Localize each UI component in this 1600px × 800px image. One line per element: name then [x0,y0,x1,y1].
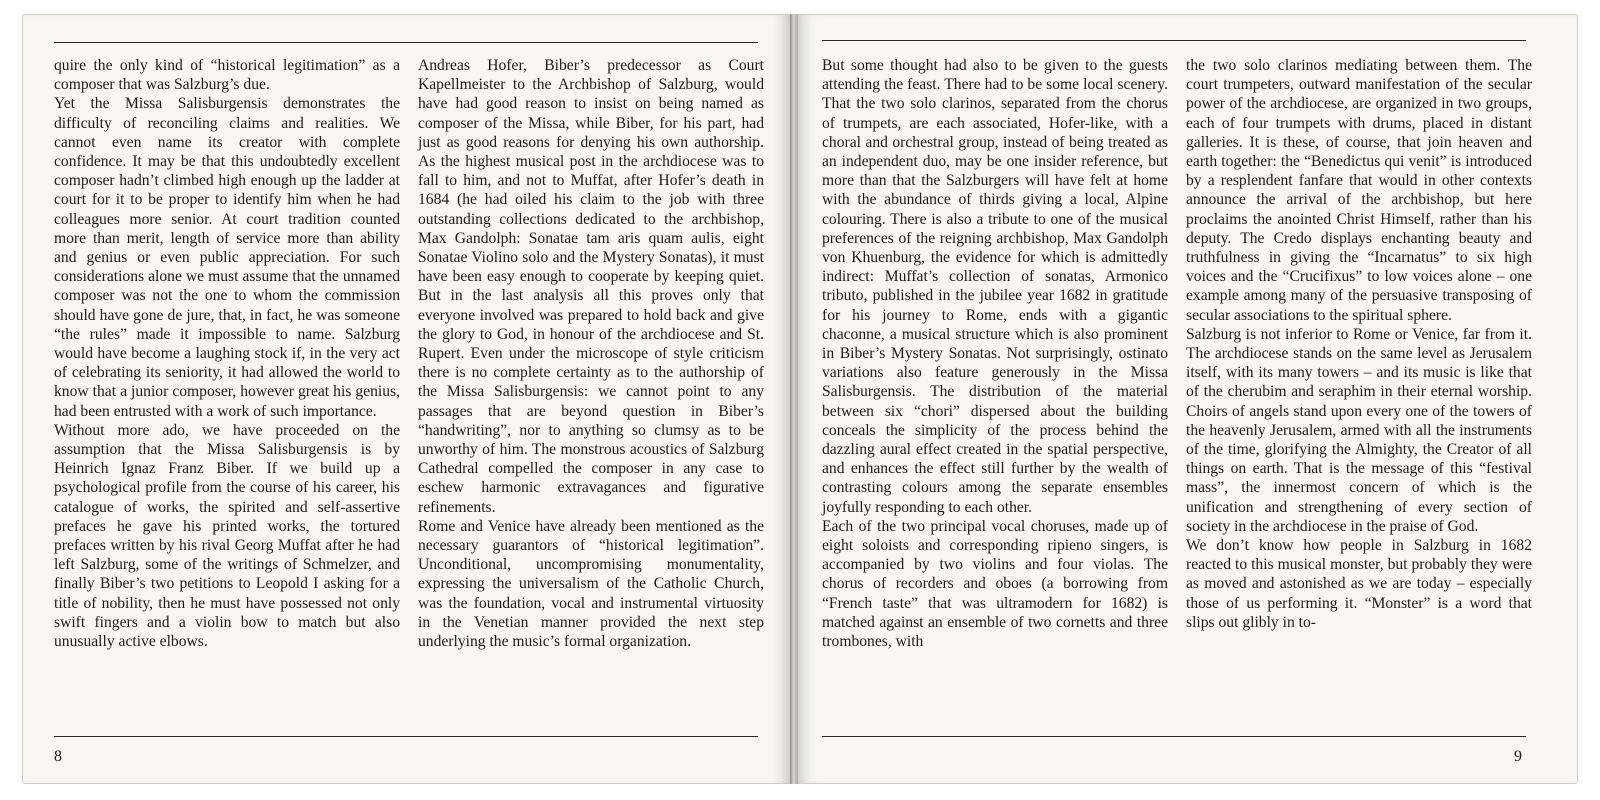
left-column-1 [54,56,400,651]
paragraph: Each of the two principal vocal choruses, made up of eight soloists and corresponding ripieno singers, is accompanied by two violins and four violas. The chorus of recorders and oboes (a borrowing from “French taste” that was ultramodern for 1682) is matched against an ensemble of two cornetts and three trombones, with [822,517,1168,651]
left-top-rule [54,42,758,43]
page-number-left: 8 [54,748,62,765]
paragraph: quire the only kind of “historical legitimation” as a composer that was Salzburg’s due. [54,57,400,94]
paragraph: the two solo clarinos mediating between them. The court trumpeters, outward manifestation of the secular power of the archdiocese, are organized in two groups, each of four trumpets with drums, placed in distant galleries. It is these, of course, that join heaven and earth together: the “Benedictus qui venit” is introduced by a resplendent fanfare that would in other contexts announce the arrival of the archbishop, but here proclaims the anointed Christ Himself, rather than his deputy. The Credo displays enchanting beauty and truthfulness in giving the “Incarnatus” to six high voices and the “Crucifixus” to low voices alone – one example among many of the persuasive transposing of secular associations to the spiritual sphere. [1186,57,1532,324]
right-top-rule [822,40,1526,41]
book-spine [790,14,798,784]
page-number-right: 9 [1514,748,1522,765]
paragraph: Salzburg is not inferior to Rome or Venice, far from it. The archdiocese stands on the same level as Jerusalem itself, with its many towers – and its music is like that of the cherubim and seraphim in their eternal worship. Choirs of angels stand upon every one of the towers of the heavenly Jerusalem, armed with all the instruments of the time, glorifying the Almighty, the Creator of all things on earth. That is the message of this “festival mass”, the innermost concern of which is the unification and strengthening of every section of society in the archdiocese in the praise of God. [1186,325,1532,535]
paragraph: But some thought had also to be given to the guests attending the feast. There had to be some local scenery. That the two solo clarinos, separated from the chorus of trumpets, are each associated, Hofer-like, with a choral and orchestral group, instead of being treated as an independent duo, may be one insider reference, but more than that the Salzburgers will have felt at home with the abundance of thirds giving a local, Alpine colouring. There is also a tribute to one of the musical preferences of the reigning archbishop, Max Gandolph von Khuenburg, the evidence for which is admittedly indirect: Muffat’s collection of sonatas, Armonico tributo, published in the jubilee year 1682 in gratitude for his journey to Rome, ends with a gigantic chaconne, a musical structure which is also prominent in Biber’s Mystery Sonatas. Not surprisingly, ostinato variations also feature generously in the Missa Salisburgensis. The distribution of the material between six “chori” dispersed about the building conceals the simplicity of the process behind the dazzling aural effect created in the spatial perspective, and enhances the effect still further by the wealth of contrasting colours among the separate ensembles joyfully responding to each other. [822,57,1168,516]
left-bottom-rule [54,736,758,737]
left-column-2 [418,56,764,651]
right-bottom-rule [822,736,1526,737]
paragraph: Yet the Missa Salisburgensis demonstrates the difficulty of reconciling claims and realities. We cannot even name its creator with complete confidence. It may be that this undoubtedly excellent composer hadn’t climbed high enough up the ladder at court for it to be proper to identify him when he had colleagues more senior. At court tradition counted more than merit, length of service more than ability and genius or even public appreciation. For such considerations alone we must assume that the unnamed composer was not the one to whom the commission should have gone de jure, that, in fact, he was someone “the rules” made it impossible to name. Salzburg would have become a laughing stock if, in the very act of celebrating its seniority, it had allowed the world to know that a junior composer, however great his genius, had been entrusted with a work of such importance. [54,95,400,420]
paragraph: Rome and Venice have already been mentioned as the necessary guarantors of “historical legitimation”. Unconditional, uncompromising monumentality, expressing the universalism of the Catholic Church, was the foundation, vocal and instrumental virtuosity in the Venetian manner provided the next step underlying the music’s formal organization. [418,517,764,651]
paragraph: Andreas Hofer, Biber’s predecessor as Court Kapellmeister to the Archbishop of Salzburg, would have had good reason to insist on being named as composer of the Missa, while Biber, for his part, had just as good reasons for denying his own authorship. As the highest musical post in the archdiocese was to fall to him, and not to Muffat, after Hofer’s death in 1684 (he had oiled his claim to the job with three outstanding collections dedicated to the archbishop, Max Gandolph: Sonatae tam aris quam aulis, eight Sonatae Violino solo and the Mystery Sonatas), it must have been easy enough to cooperate by keeping quiet. But in the last analysis all this proves only that everyone involved was prepared to hold back and give the glory to God, in honour of the archdiocese and St. Rupert. Even under the microscope of style criticism there is no complete certainty as to the authorship of the Missa Salisburgensis: we cannot point to any passages that are beyond question in Biber’s “handwriting”, nor to anything so clumsy as to be unworthy of him. The monstrous acoustics of Salzburg Cathedral compelled the composer in any case to eschew harmonic extravagances and figurative refinements. [418,57,764,516]
paragraph: We don’t know how people in Salzburg in 1682 reacted to this musical monster, but probably they were as moved and astonished as we are today – especially those of us performing it. “Monster” is a word that slips out glibly in to- [1186,537,1532,631]
right-column-2 [1186,56,1532,632]
right-column-1 [822,56,1168,651]
paragraph: Without more ado, we have proceeded on the assumption that the Missa Salisburgensis is by Heinrich Ignaz Franz Biber. If we build up a psychological profile from the course of his career, his catalogue of works, the spirited and self-assertive prefaces he gave his printed works, the tortured prefaces written by his rival Georg Muffat after he had left Salzburg, some of the writings of Schmelzer, and finally Biber’s two petitions to Leopold I asking for a title of nobility, then he must have possessed not only swift fingers and a violin bow to match but also unusually active elbows. [54,421,400,651]
